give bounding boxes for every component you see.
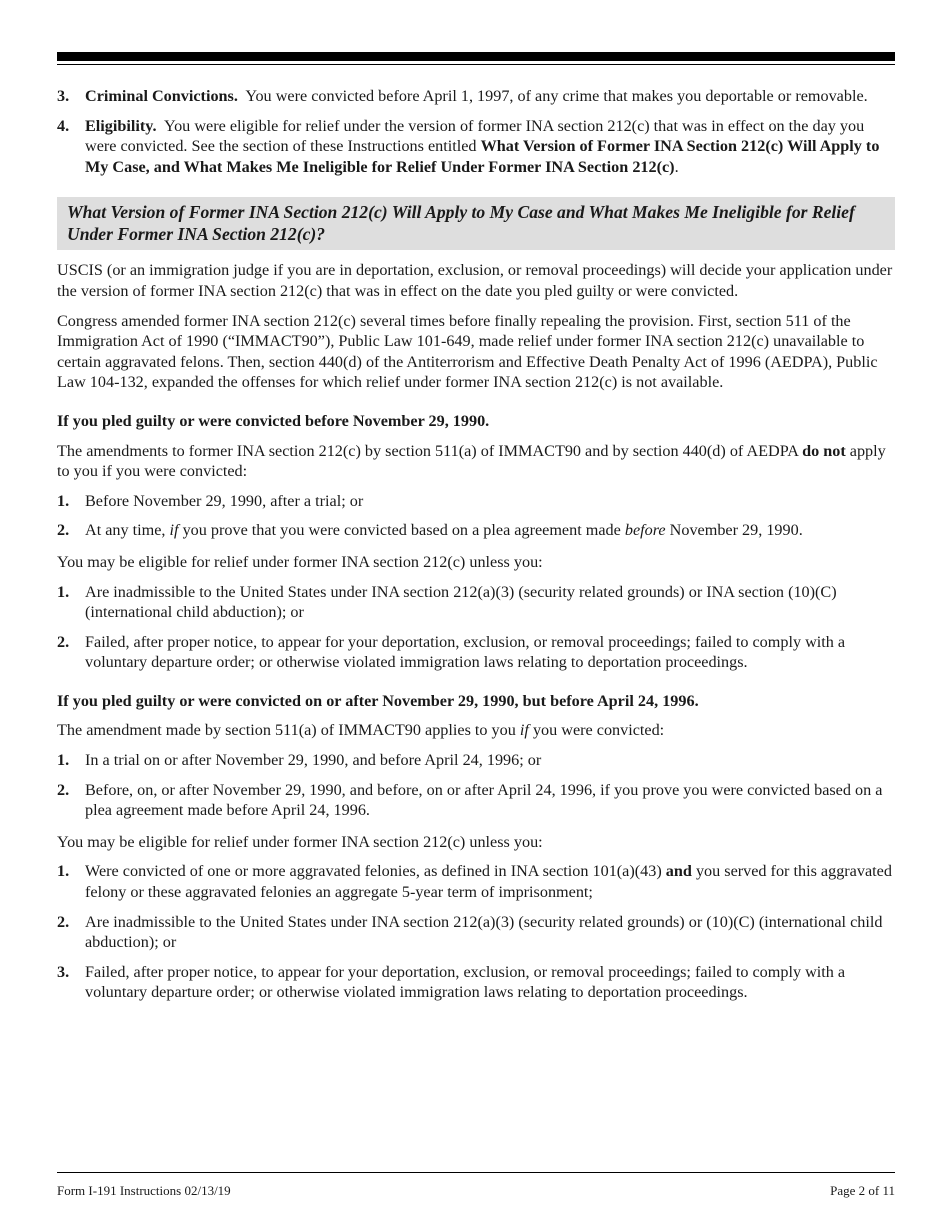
intro-paragraph: USCIS (or an immigration judge if you are in deportation, exclusion, or removal proceedings) will decide your application under the version of former INA section 212(c) that was in effect on the date you pled guilty or were convicted. xyxy=(57,261,893,300)
subheading-before-1990: If you pled guilty or were convicted before November 29, 1990. xyxy=(57,411,490,430)
paragraph: The amendments to former INA section 212(c) by section 511(a) of IMMACT90 and by section 440(d) of AEDPA do not apply to you if you were convicted: xyxy=(57,441,886,481)
list-item-criminal-convictions xyxy=(57,86,895,107)
list-item: 1. Were convicted of one or more aggravated felonies, as defined in INA section 101(a)(43) and you served for this aggravated felony or these aggravated felonies an aggregate 5-year term of imprisonment; xyxy=(57,862,892,902)
list-item: 2. Are inadmissible to the United States under INA section 212(a)(3) (security related grounds) or (10)(C) (international child abduction); or xyxy=(57,912,883,952)
subheading-1990-to-1996: If you pled guilty or were convicted on or after November 29, 1990, but before April 24, 1996. xyxy=(57,691,699,710)
header-thick-rule xyxy=(57,52,895,61)
paragraph: You may be eligible for relief under former INA section 212(c) unless you: xyxy=(57,552,543,571)
paragraph: The amendment made by section 511(a) of IMMACT90 applies to you if you were convicted: xyxy=(57,721,665,740)
list-item: 3. Failed, after proper notice, to appear for your deportation, exclusion, or removal proceedings; failed to comply with a voluntary departure order; or otherwise violated immigration laws relating to deportation proceedings. xyxy=(57,962,846,1002)
list-number: 4. xyxy=(57,116,70,135)
list-item: 1. Before November 29, 1990, after a trial; or xyxy=(57,491,364,510)
header-thin-rule xyxy=(57,64,895,65)
list-item: 1. In a trial on or after November 29, 1990, and before April 24, 1996; or xyxy=(57,751,542,770)
item-title: Criminal Convictions. xyxy=(85,87,238,105)
item-text: You were eligible for relief under the version of former INA section 212(c) that was in effect on the day you were convicted. See the section of these Instructions entitled xyxy=(85,116,865,156)
list-item: 2. Failed, after proper notice, to appear for your deportation, exclusion, or removal proceedings; failed to comply with a voluntary departure order; or otherwise violated immigration laws relating to deportation proceedings. xyxy=(57,632,846,672)
footer-form-id: Form I-191 Instructions 02/13/19 xyxy=(57,1183,231,1198)
list-item: 1. Are inadmissible to the United States under INA section 212(a)(3) (security related grounds) or INA section (10)(C) (international child abduction); or xyxy=(57,582,837,622)
page-content xyxy=(57,86,895,1003)
document-page xyxy=(57,0,895,1230)
paragraph: You may be eligible for relief under former INA section 212(c) unless you: xyxy=(57,832,543,851)
footer-rule xyxy=(57,1172,895,1173)
item-title: Eligibility. xyxy=(85,116,157,135)
footer-page-number: Page 2 of 11 xyxy=(830,1183,895,1198)
list-number: 3. xyxy=(57,87,70,105)
intro-paragraph: Congress amended former INA section 212(c) several times before finally repealing the provision. First, section 511 of the Immigration Act of 1990 (“IMMACT90”), Public Law 101-649, made relief under former INA section 212(c) unavailable to certain aggravated felons. Then, section 440(d) of the Antiterrorism and Effective Death Penalty Act of 1996 (AEDPA), Public Law 104-132, expanded the offenses for which relief under former INA section 212(c) is not available. xyxy=(57,311,878,392)
item-text: You were convicted before April 1, 1997, of any crime that makes you deportable or removable. xyxy=(245,87,868,105)
list-item: 2. Before, on, or after November 29, 1990, and before, on or after April 24, 1996, if you prove you were convicted based on a plea agreement made before April 24, 1996. xyxy=(57,780,883,820)
section-heading: What Version of Former INA Section 212(c) Will Apply to My Case and What Makes Me Ineligible for Relief Under Former INA Section 212(c)? xyxy=(57,197,895,250)
list-item-eligibility: 4. Eligibility. You were eligible for relief under the version of former INA section 212(c) that was in effect on the day you were convicted. See the section of these Instructions entitled What Version of Former INA Section 212(c) Will Apply to My Case, and What Makes Me Ineligible for Relief Under Former INA Section 212(c). xyxy=(57,116,880,176)
list-item: 2. At any time, if you prove that you were convicted based on a plea agreement made before November 29, 1990. xyxy=(57,521,803,540)
item-section-reference: What Version of Former INA Section 212(c) Will Apply to My Case, and What Makes Me Ineligible for Relief Under Former INA Section 212(c) xyxy=(85,137,880,176)
